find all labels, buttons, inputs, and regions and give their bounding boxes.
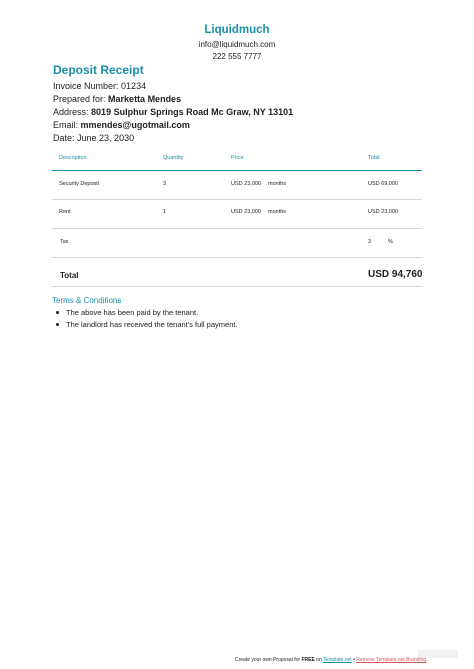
header-quantity: Quantity [163, 155, 184, 161]
terms-list [52, 307, 238, 331]
email-label: Email: [53, 120, 79, 130]
footer-on: on [316, 657, 322, 663]
header-description: Description [59, 155, 87, 161]
row-divider [52, 257, 422, 258]
date-value: June 23, 2030 [77, 133, 135, 143]
company-name: Liquidmuch [204, 24, 270, 36]
row-price: USD 23,000 [231, 181, 261, 187]
template-link[interactable]: Template.net [323, 657, 352, 663]
prepared-for-label: Prepared for: [53, 94, 106, 104]
remove-branding-link[interactable]: Remove Template.net Branding [356, 657, 427, 663]
header-price: Price [231, 155, 244, 161]
date-label: Date: [53, 133, 75, 143]
footer-separator: • [353, 657, 355, 663]
row-unit: months [268, 209, 287, 215]
term-text: The above has been paid by the tenant. [66, 308, 199, 317]
term-text: The landlord has received the tenant's full payment. [66, 320, 238, 329]
total-divider [52, 286, 422, 287]
address-value: 8019 Sulphur Springs Road Mc Graw, NY 13101 [91, 107, 294, 117]
tax-value: 3 [368, 239, 372, 245]
company-email: info@liquidmuch.com [198, 40, 276, 49]
row-total: USD 69,000 [368, 181, 398, 187]
table-header-divider [52, 170, 422, 171]
row-total: USD 23,000 [368, 209, 398, 215]
footer [235, 657, 426, 663]
list-item [52, 319, 238, 331]
receipt-title: Deposit Receipt [53, 63, 144, 77]
bullet-icon [56, 311, 59, 314]
row-price: USD 23,000 [231, 209, 261, 215]
total-label: Total [60, 271, 79, 280]
company-phone: 222 555 7777 [212, 52, 262, 61]
invoice-number [53, 81, 146, 91]
row-quantity: 3 [163, 181, 167, 187]
terms-title: Terms & Conditions [52, 296, 122, 305]
row-divider [52, 228, 422, 229]
list-item [52, 307, 238, 319]
invoice-number-label: Invoice Number: [53, 81, 119, 91]
address [53, 107, 293, 117]
date [53, 133, 134, 143]
row-unit: months [268, 181, 287, 187]
total-value: USD 94,760 [368, 269, 423, 280]
tax-unit: % [388, 239, 393, 245]
address-label: Address: [53, 107, 89, 117]
footer-text: Create your own Proposal for [235, 657, 301, 663]
email-value: mmendes@ugotmail.com [80, 120, 190, 130]
row-description: Rent [59, 209, 71, 215]
header-total: Total [368, 155, 380, 161]
bullet-icon [56, 323, 59, 326]
invoice-number-value: 01234 [121, 81, 147, 91]
prepared-for-value: Marketta Mendes [108, 94, 182, 104]
prepared-for [53, 94, 181, 104]
row-divider [52, 199, 422, 200]
row-quantity: 1 [163, 209, 167, 215]
email [53, 120, 190, 130]
footer-free: FREE [301, 657, 315, 663]
tax-label: Tax [60, 239, 69, 245]
row-description: Security Deposit [59, 181, 100, 187]
